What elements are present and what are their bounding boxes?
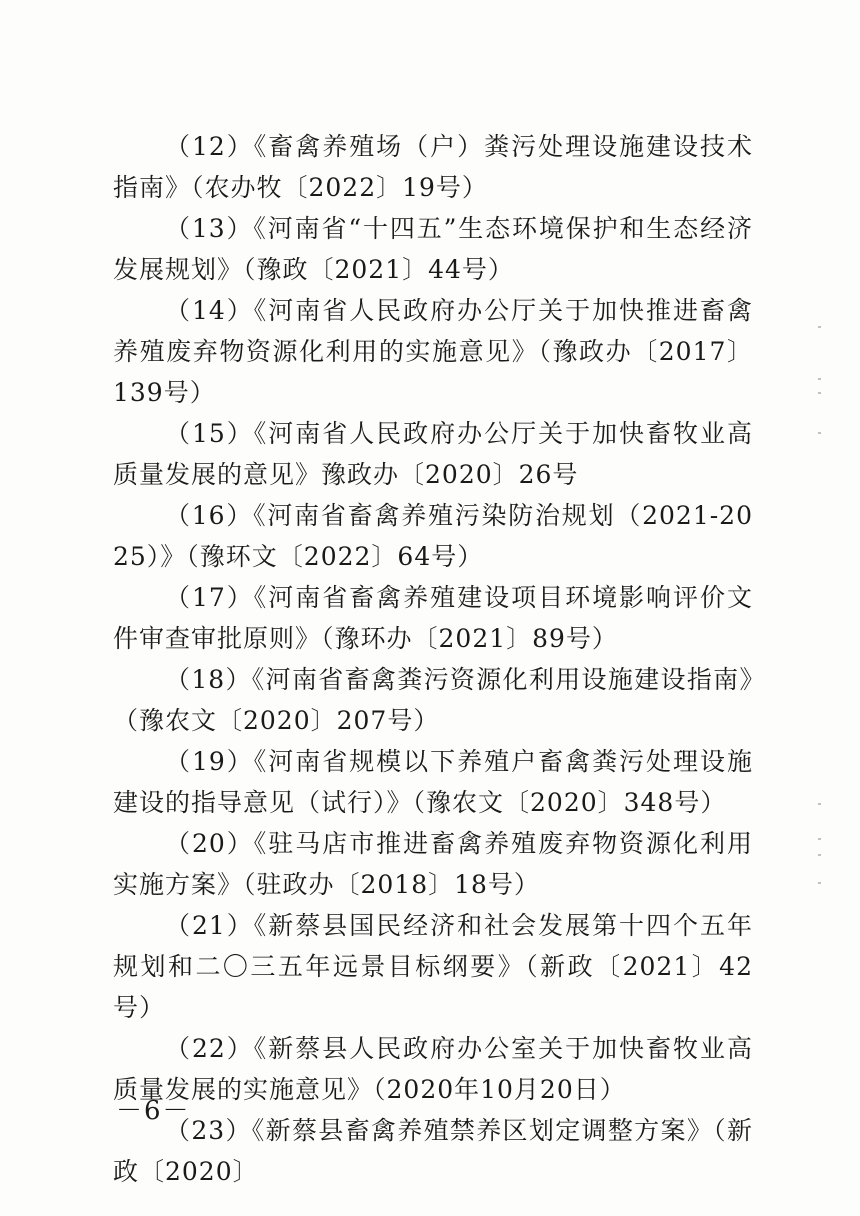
scan-speck xyxy=(818,882,821,884)
scan-speck xyxy=(818,854,821,856)
scan-speck xyxy=(818,838,821,840)
reference-item-18: （18）《河南省畜禽粪污资源化利用设施建设指南》（豫农文〔2020〕207号） xyxy=(113,665,753,735)
scan-speck xyxy=(818,392,821,394)
reference-item-22: （22）《新蔡县人民政府办公室关于加快畜牧业高质量发展的实施意见》（2020年10月20日） xyxy=(113,1034,753,1104)
reference-item-20: （20）《驻马店市推进畜禽养殖废弃物资源化利用实施方案》（驻政办〔2018〕18号） xyxy=(113,829,753,899)
reference-list xyxy=(113,126,753,1192)
reference-item-12: （12）《畜禽养殖场（户）粪污处理设施建设技术指南》（农办牧〔2022〕19号） xyxy=(113,132,753,202)
reference-item-13: （13）《河南省“十四五”生态环境保护和生态经济发展规划》（豫政〔2021〕44号） xyxy=(113,214,753,284)
reference-item-21: （21）《新蔡县国民经济和社会发展第十四个五年规划和二〇三五年远景目标纲要》（新政〔2021〕42号） xyxy=(113,911,753,1022)
reference-item-17: （17）《河南省畜禽养殖建设项目环境影响评价文件审查审批原则》（豫环办〔2021〕89号） xyxy=(113,583,753,653)
reference-item-14: （14）《河南省人民政府办公厅关于加快推进畜禽养殖废弃物资源化利用的实施意见》（豫政办〔2017〕139号） xyxy=(113,296,753,407)
reference-item-16: （16）《河南省畜禽养殖污染防治规划（2021-2025）》（豫环文〔2022〕64号） xyxy=(113,501,753,571)
scan-speck xyxy=(818,803,821,805)
scan-speck xyxy=(818,326,821,328)
page-number: －6－ xyxy=(116,1096,191,1126)
reference-item-23: （23）《新蔡县畜禽养殖禁养区划定调整方案》（新政〔2020〕 xyxy=(113,1116,753,1186)
scan-speck xyxy=(818,378,821,380)
reference-item-19: （19）《河南省规模以下养殖户畜禽粪污处理设施建设的指导意见（试行）》（豫农文〔2020〕348号） xyxy=(113,747,753,817)
scan-speck xyxy=(818,432,821,434)
reference-item-15: （15）《河南省人民政府办公厅关于加快畜牧业高质量发展的意见》豫政办〔2020〕26号 xyxy=(113,419,753,489)
